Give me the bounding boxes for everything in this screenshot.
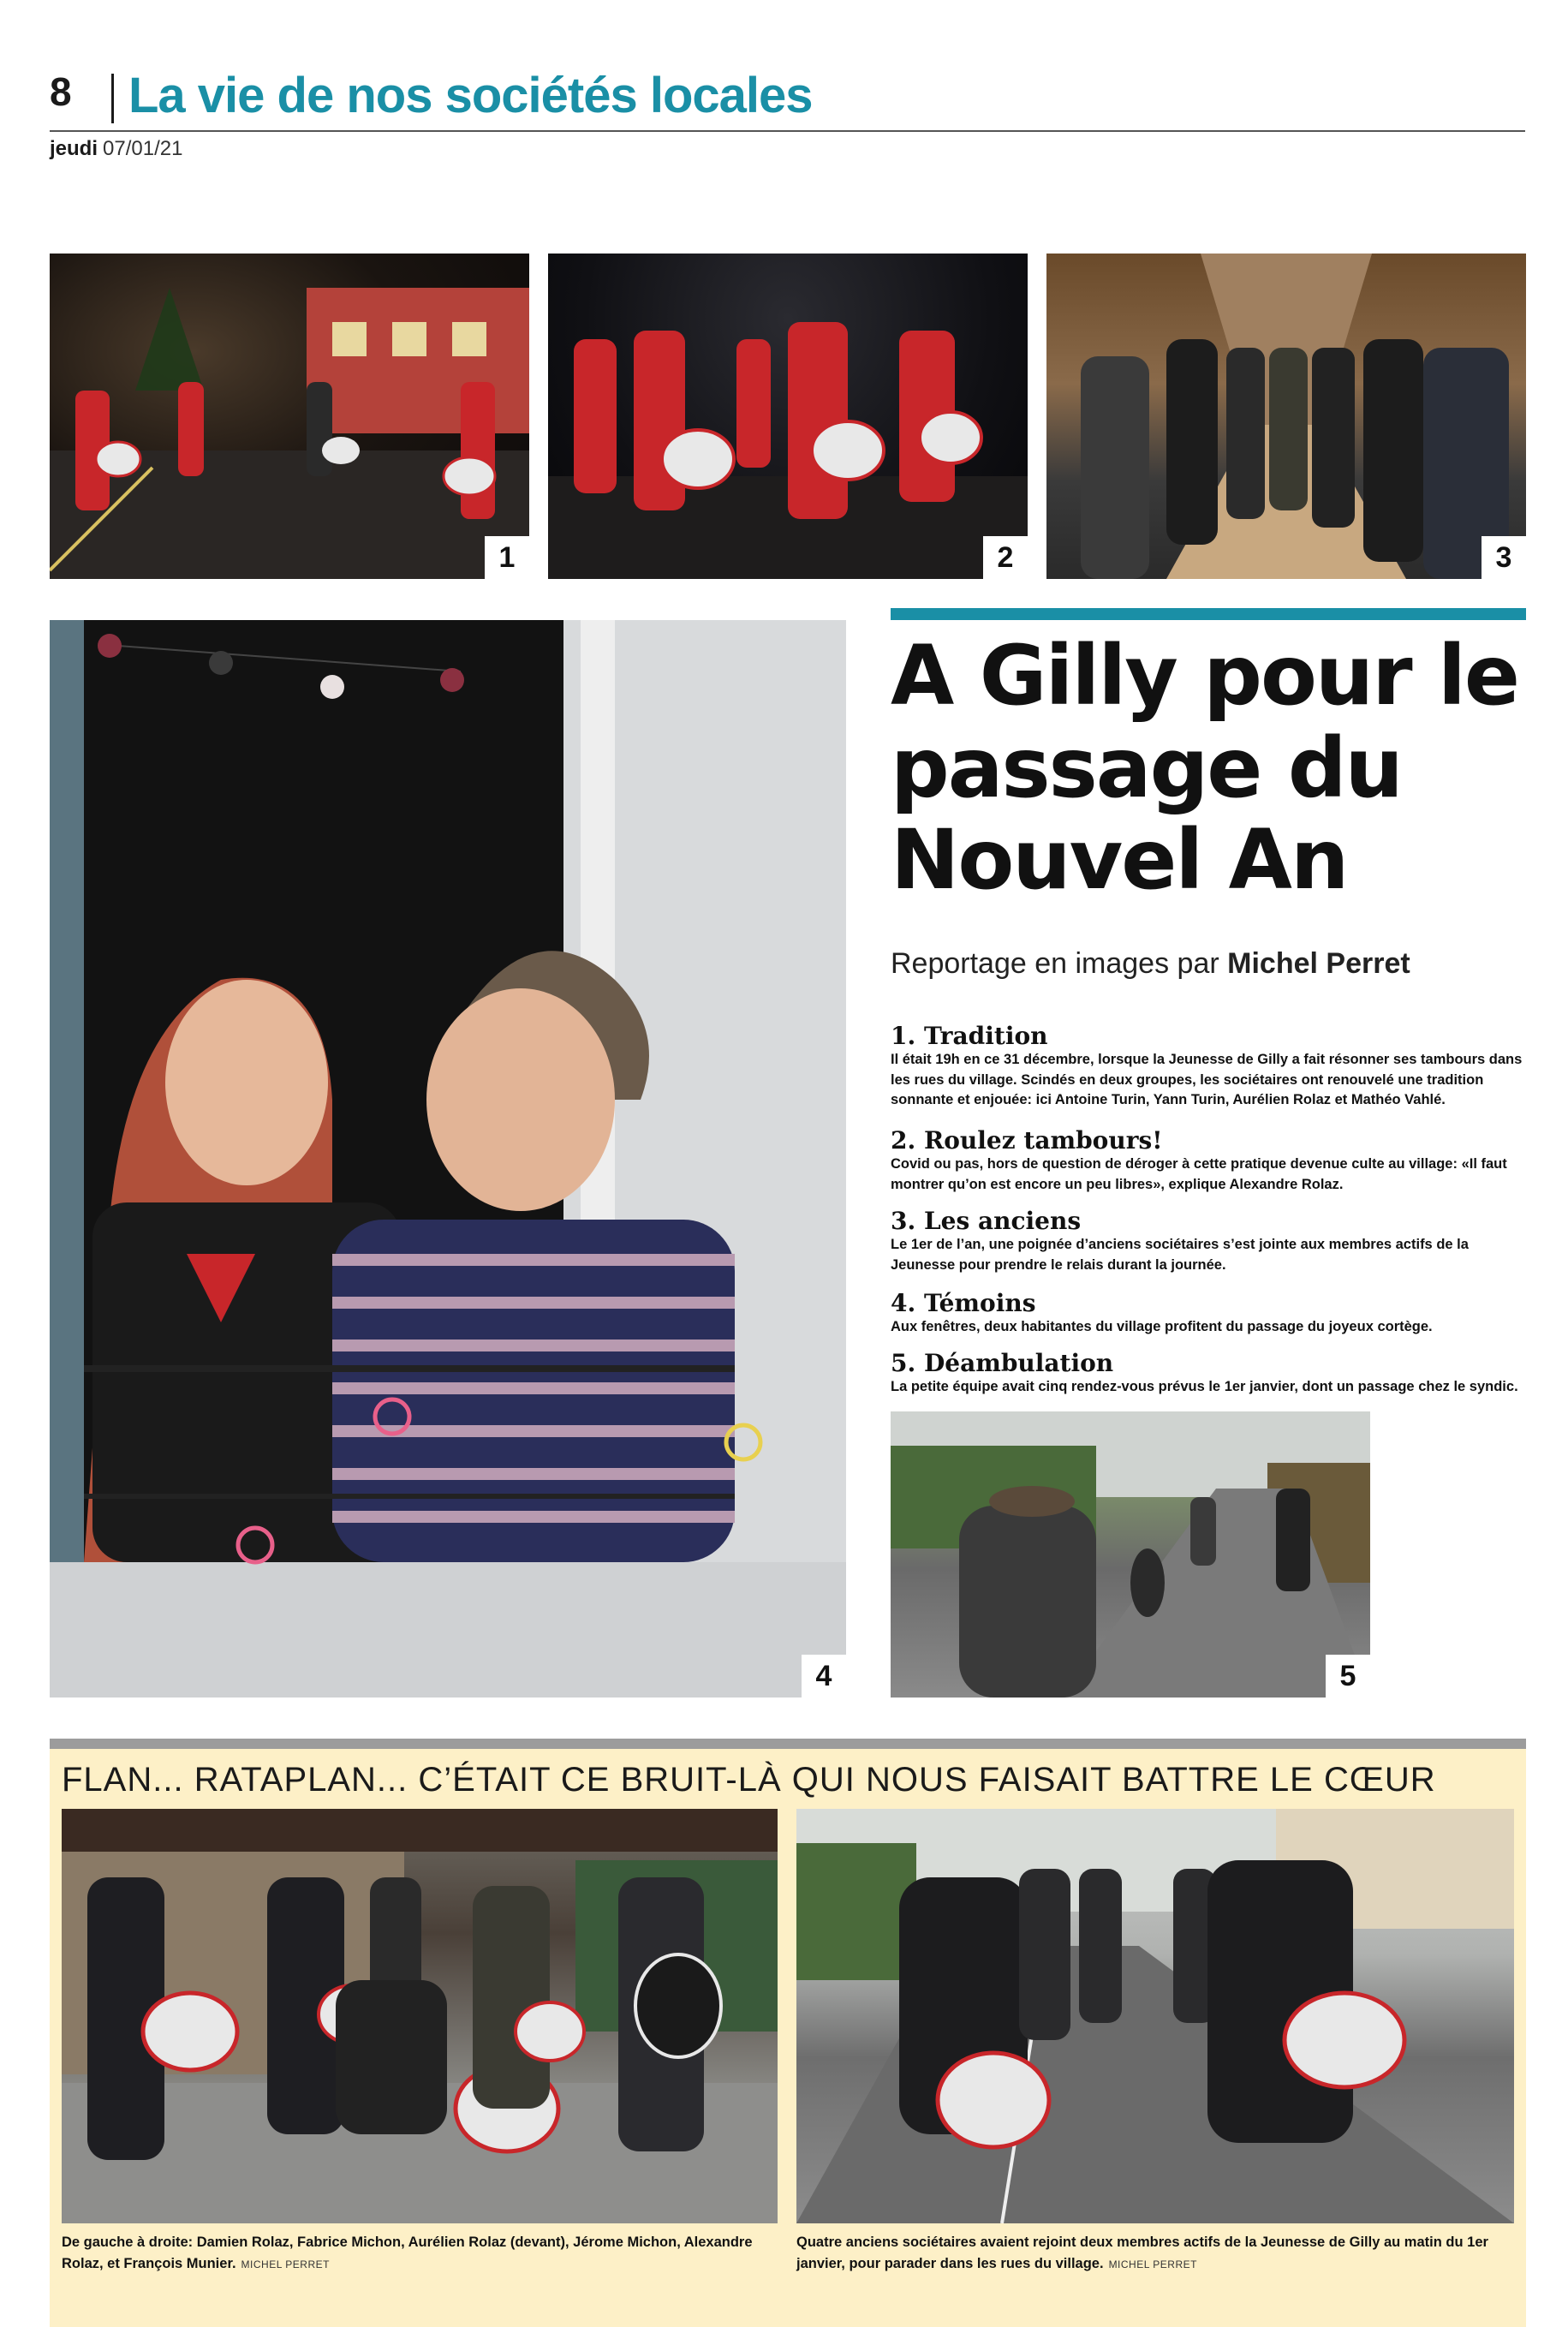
byline-author: Michel Perret (1227, 947, 1410, 980)
photo-5-street-walk (891, 1411, 1370, 1698)
photo-2-illustration (548, 254, 1028, 579)
caption-5-title: 5. Déambulation (891, 1349, 1114, 1377)
byline-intro: Reportage en images par (891, 947, 1219, 980)
byline (891, 947, 1410, 981)
header-rule (50, 130, 1525, 132)
caption-3 (891, 1208, 1526, 1275)
caption-4 (891, 1290, 1526, 1338)
caption-2-title: 2. Roulez tambours! (891, 1126, 1163, 1155)
caption-4-text: Aux fenêtres, deux habitantes du village profitent du passage du joyeux cortège. (891, 1319, 1433, 1335)
headline-line-1: A Gilly pour le (891, 628, 1519, 724)
photo-5-illustration (891, 1411, 1370, 1698)
box-photo-parade (796, 1809, 1514, 2223)
headline-line-3: Nouvel An (891, 812, 1348, 909)
issue-date-value: 07/01/21 (103, 137, 183, 160)
box-caption-right-credit: MICHEL PERRET (1108, 2258, 1197, 2270)
box-caption-left-credit: MICHEL PERRET (241, 2258, 330, 2270)
photo-3-illustration (1046, 254, 1526, 579)
photo-1-night-drummers (50, 254, 529, 579)
photo-5-number: 5 (1326, 1655, 1370, 1698)
caption-5-text: La petite équipe avait cinq rendez-vous prévus le 1er janvier, dont un passage chez le syndic. (891, 1379, 1518, 1395)
caption-3-text: Le 1er de l’an, une poignée d’anciens sociétaires s’est jointe aux membres actifs de la Jeunesse pour prendre le relais durant la journée. (891, 1237, 1469, 1273)
box-caption-left-text: De gauche à droite: Damien Rolaz, Fabrice Michon, Aurélien Rolaz (devant), Jérome Michon, Alexandre Rolaz, et François Munier. (62, 2235, 753, 2271)
box-photo-right-illustration (796, 1809, 1514, 2223)
photo-2-drummers-group (548, 254, 1028, 579)
caption-4-title: 4. Témoins (891, 1289, 1036, 1317)
caption-1-text: Il était 19h en ce 31 décembre, lorsque la Jeunesse de Gilly a fait résonner ses tambours dans les rues du village. Scindés en deux groupes, les sociétaires ont renouvelé une tradition sonnante et enjouée: ici Antoine Turin, Yann Turin, Aurélien Rolaz et Mathéo Vahlé. (891, 1052, 1523, 1108)
box-caption-right-text: Quatre anciens sociétaires avaient rejoint deux membres actifs de la Jeunesse de Gilly au matin du 1er janvier, pour parader dans les rues du village. (796, 2235, 1488, 2271)
photo-1-illustration (50, 254, 529, 579)
box-caption-right (796, 2232, 1514, 2275)
caption-2 (891, 1127, 1526, 1195)
sidebar-box-bar (50, 1739, 1526, 1749)
article-headline (891, 630, 1526, 907)
photo-4-illustration (50, 620, 846, 1698)
photo-4-number: 4 (802, 1655, 846, 1698)
headline-line-2: passage du (891, 719, 1402, 816)
photo-3-number: 3 (1482, 536, 1526, 579)
header-divider (111, 74, 114, 123)
issue-day: jeudi (50, 137, 98, 160)
caption-2-text: Covid ou pas, hors de question de déroger à cette pratique devenue culte au village: «Il faut montrer qu’on est encore un peu libres», explique Alexandre Rolaz. (891, 1156, 1507, 1192)
photo-4-women-at-window (50, 620, 846, 1698)
article-accent-bar (891, 608, 1526, 620)
photo-3-elders-corridor (1046, 254, 1526, 579)
box-photo-left-illustration (62, 1809, 778, 2223)
sidebar-box-title: FLAN... RATAPLAN... C’ÉTAIT CE BRUIT-LÀ QUI NOUS FAISAIT BATTRE LE CŒUR (62, 1761, 1436, 1799)
issue-date (50, 137, 182, 162)
page-number: 8 (50, 69, 72, 114)
caption-1 (891, 1023, 1526, 1110)
photo-2-number: 2 (983, 536, 1028, 579)
box-photo-group-drummers (62, 1809, 778, 2223)
photo-1-number: 1 (485, 536, 529, 579)
box-caption-left (62, 2232, 778, 2275)
caption-3-title: 3. Les anciens (891, 1207, 1082, 1235)
caption-1-title: 1. Tradition (891, 1022, 1048, 1050)
section-title: La vie de nos sociétés locales (128, 68, 813, 123)
caption-5 (891, 1350, 1526, 1398)
